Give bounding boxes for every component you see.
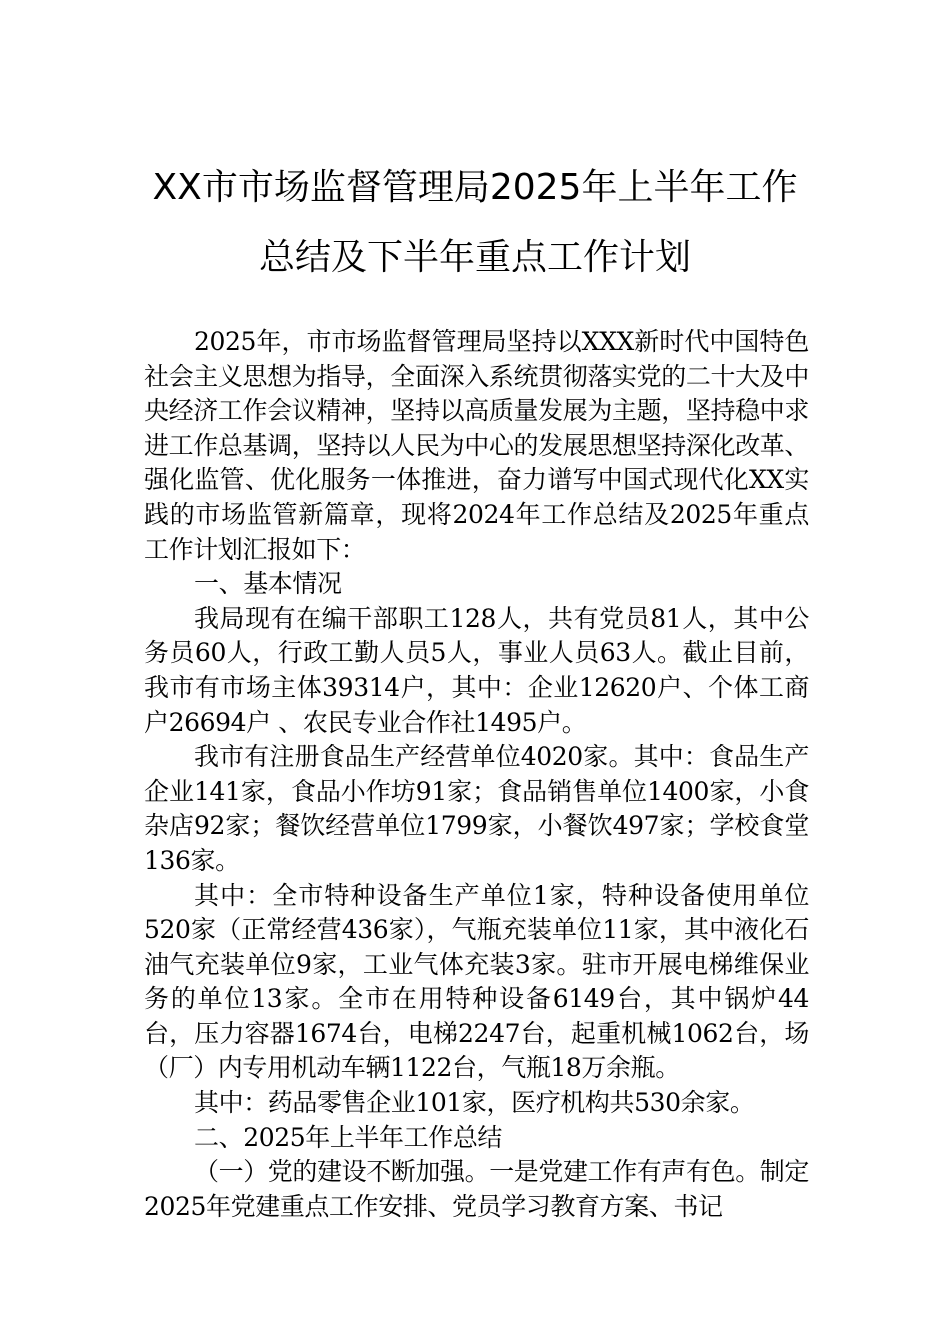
document-body [144, 325, 809, 1224]
pharmacy-paragraph: 其中：药品零售企业101家，医疗机构共530余家。 [194, 1088, 755, 1118]
intro-paragraph: 2025年，市市场监督管理局坚持以XXX新时代中国特色社会主义思想为指导，全面深入系统贯彻落实党的二十大及中央经济工作会议精神，坚持以高质量发展为主题，坚持稳中求进工作总基调，坚持以人民为中心的发展思想坚持深化改革、强化监管、优化服务一体推进，奋力谱写中国式现代化XX实践的市场监管新篇章，现将2024年工作总结及2025年重点工作计划汇报如下： [144, 327, 809, 564]
special-equipment-paragraph: 其中：全市特种设备生产单位1家，特种设备使用单位520家（正常经营436家），气瓶充装单位11家，其中液化石油气充装单位9家，工业气体充装3家。驻市开展电梯维保业务的单位13家。全市在用特种设备6149台，其中锅炉44台，压力容器1674台，电梯2247台，起重机械1062台，场（厂）内专用机动车辆1122台，气瓶18万余瓶。 [144, 880, 809, 1083]
document-title-line-2: 总结及下半年重点工作计划 [258, 237, 691, 278]
staff-paragraph: 我局现有在编干部职工128人，共有党员81人，其中公务员60人，行政工勤人员5人，事业人员63人。截止目前，我市有市场主体39314户，其中：企业12620户、个体工商户26694户 、农民专业合作社1495户。 [144, 603, 809, 737]
food-units-paragraph: 我市有注册食品生产经营单位4020家。其中：食品生产企业141家，食品小作坊91家；食品销售单位1400家，小食杂店92家；餐饮经营单位1799家，小餐饮497家；学校食堂136家。 [144, 742, 809, 875]
document-title-line-1: XX市市场监督管理局2025年上半年工作 [152, 167, 798, 208]
section-heading-work-summary: 二、2025年上半年工作总结 [194, 1122, 503, 1152]
party-building-paragraph: （一）党的建设不断加强。一是党建工作有声有色。制定2025年党建重点工作安排、党员学习教育方案、书记 [144, 1157, 810, 1221]
section-heading-basic-situation: 一、基本情况 [194, 569, 342, 599]
